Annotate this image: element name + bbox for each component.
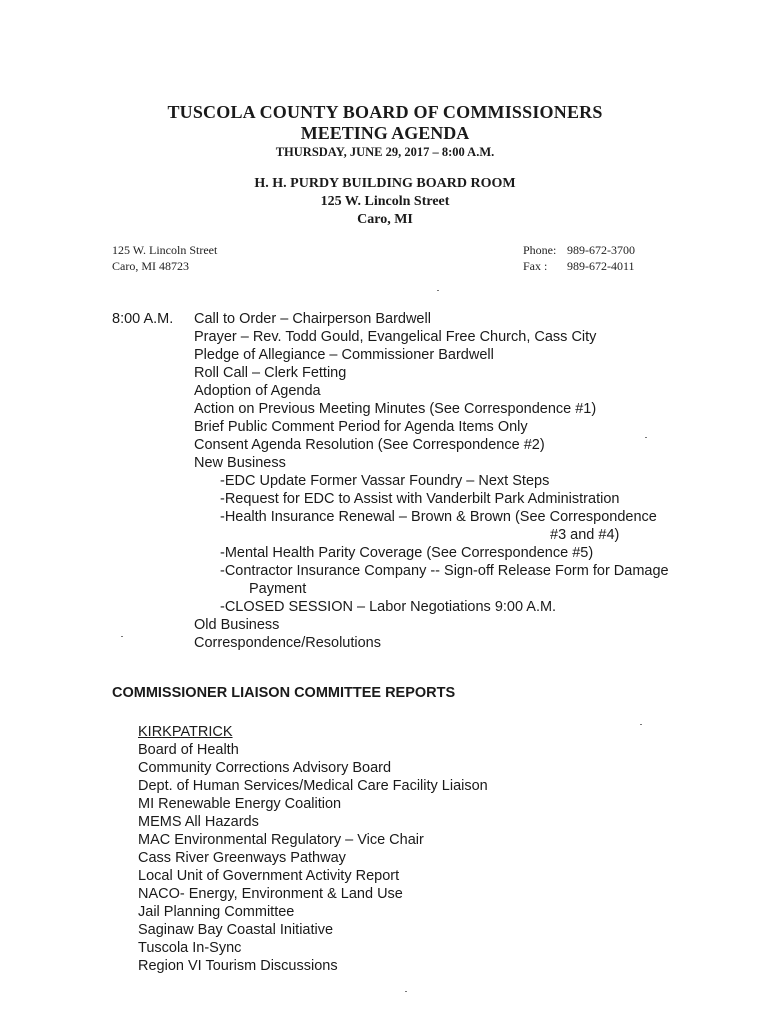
mailing-address bbox=[112, 242, 217, 274]
new-business-item: -Contractor Insurance Company -- Sign-off Release Form for Damage bbox=[220, 563, 669, 579]
new-business-item: -Request for EDC to Assist with Vanderbilt Park Administration bbox=[220, 491, 620, 507]
new-business-item: -CLOSED SESSION – Labor Negotiations 9:00 A.M. bbox=[220, 599, 557, 615]
agenda-item: Correspondence/Resolutions bbox=[194, 635, 381, 651]
committee-item: MAC Environmental Regulatory – Vice Chair bbox=[138, 832, 424, 848]
phone-row bbox=[523, 242, 635, 258]
fax-number: 989-672-4011 bbox=[567, 259, 635, 273]
new-business-item: -Mental Health Parity Coverage (See Correspondence #5) bbox=[220, 545, 594, 561]
scan-speck bbox=[640, 724, 642, 725]
committee-item: NACO- Energy, Environment & Land Use bbox=[138, 886, 403, 902]
location-street: 125 W. Lincoln Street bbox=[320, 194, 450, 209]
agenda-item: Adoption of Agenda bbox=[194, 383, 321, 399]
new-business-item-continued: Payment bbox=[249, 581, 307, 597]
committee-item: MEMS All Hazards bbox=[138, 814, 259, 830]
scan-speck bbox=[121, 636, 123, 637]
committee-item: Local Unit of Government Activity Report bbox=[138, 868, 400, 884]
new-business-item-continued: #3 and #4) bbox=[550, 527, 620, 543]
commissioner-name: KIRKPATRICK bbox=[138, 724, 233, 740]
committee-item: Board of Health bbox=[138, 742, 239, 758]
document-title: TUSCOLA COUNTY BOARD OF COMMISSIONERS bbox=[167, 102, 603, 122]
agenda-item: Call to Order – Chairperson Bardwell bbox=[194, 311, 431, 327]
contact-info bbox=[523, 242, 635, 274]
committee-item: Dept. of Human Services/Medical Care Facility Liaison bbox=[138, 778, 488, 794]
agenda-item: Consent Agenda Resolution (See Correspondence #2) bbox=[194, 437, 545, 453]
address-street: 125 W. Lincoln Street bbox=[112, 243, 218, 257]
address-city: Caro, MI 48723 bbox=[112, 259, 189, 273]
location-name: H. H. PURDY BUILDING BOARD ROOM bbox=[254, 176, 516, 191]
committee-item: Region VI Tourism Discussions bbox=[138, 958, 338, 974]
new-business-item: -Health Insurance Renewal – Brown & Brown (See Correspondence bbox=[220, 509, 657, 525]
scan-speck bbox=[437, 290, 439, 291]
scan-speck bbox=[405, 991, 407, 992]
phone-label: Phone: bbox=[523, 243, 557, 257]
agenda-item: Action on Previous Meeting Minutes (See Correspondence #1) bbox=[194, 401, 597, 417]
agenda-start-time: 8:00 A.M. bbox=[112, 311, 174, 327]
meeting-date: THURSDAY, JUNE 29, 2017 – 8:00 A.M. bbox=[275, 145, 495, 159]
agenda-item: Pledge of Allegiance – Commissioner Bardwell bbox=[194, 347, 494, 363]
committee-item: Cass River Greenways Pathway bbox=[138, 850, 346, 866]
liaison-heading: COMMISSIONER LIAISON COMMITTEE REPORTS bbox=[112, 685, 456, 701]
fax-row bbox=[523, 258, 635, 274]
fax-label: Fax : bbox=[523, 259, 548, 273]
agenda-item: Brief Public Comment Period for Agenda Items Only bbox=[194, 419, 528, 435]
agenda-item: New Business bbox=[194, 455, 286, 471]
committee-item: Jail Planning Committee bbox=[138, 904, 295, 920]
agenda-items bbox=[194, 310, 669, 652]
agenda-item: Roll Call – Clerk Fetting bbox=[194, 365, 347, 381]
agenda-item: Prayer – Rev. Todd Gould, Evangelical Free Church, Cass City bbox=[194, 329, 597, 345]
committee-item: Community Corrections Advisory Board bbox=[138, 760, 392, 776]
scan-speck bbox=[645, 437, 647, 438]
liaison-list bbox=[138, 723, 488, 975]
location-city: Caro, MI bbox=[357, 212, 413, 227]
new-business-item: -EDC Update Former Vassar Foundry – Next Steps bbox=[220, 473, 550, 489]
committee-item: Saginaw Bay Coastal Initiative bbox=[138, 922, 334, 938]
committee-item: MI Renewable Energy Coalition bbox=[138, 796, 342, 812]
phone-number: 989-672-3700 bbox=[567, 243, 635, 257]
agenda-item: Old Business bbox=[194, 617, 280, 633]
document-subtitle: MEETING AGENDA bbox=[300, 123, 470, 143]
committee-item: Tuscola In-Sync bbox=[138, 940, 242, 956]
